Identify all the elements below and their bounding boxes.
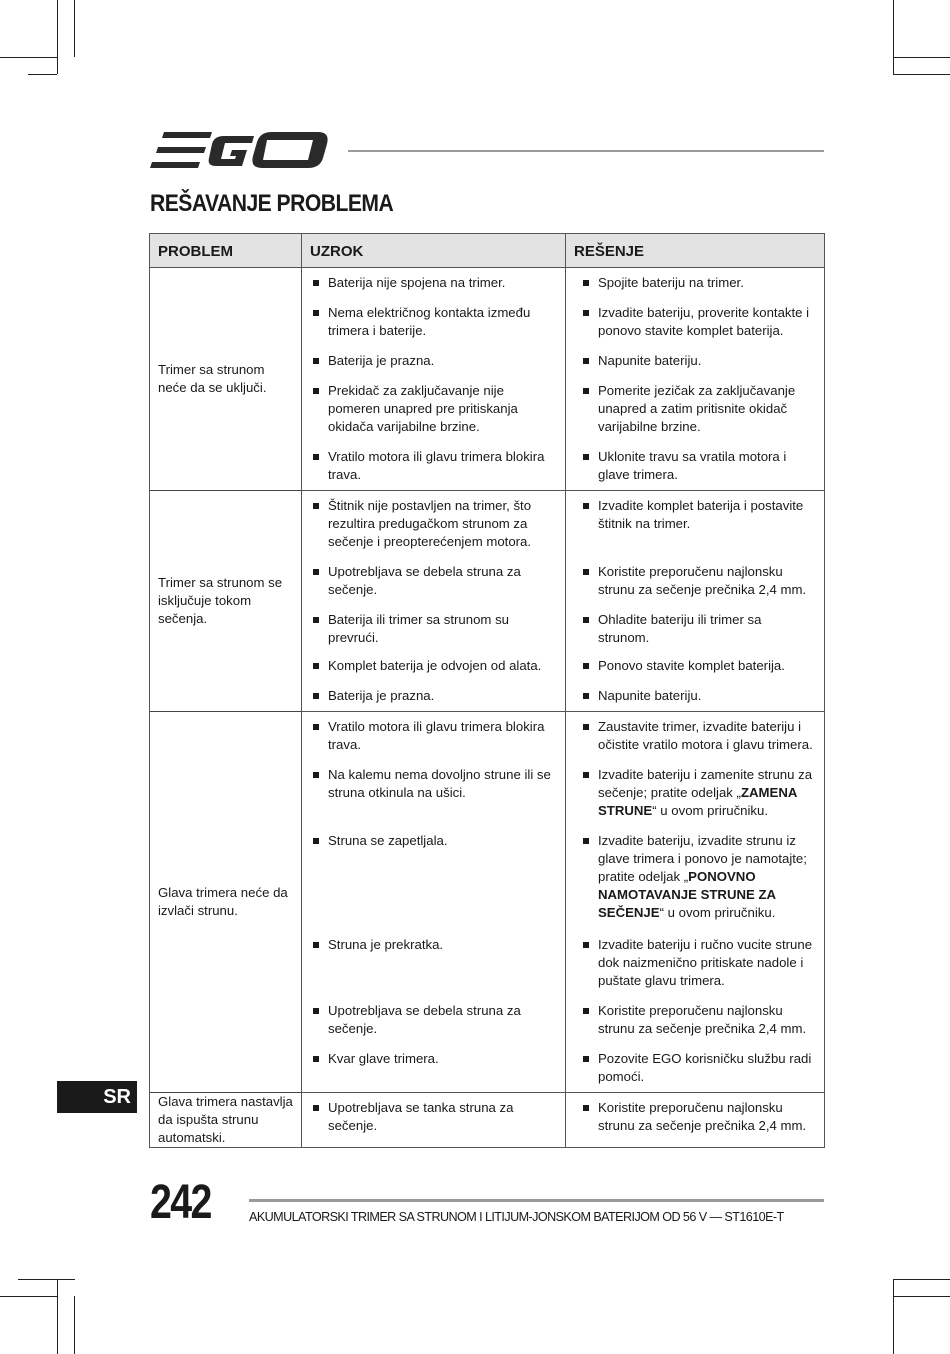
square-bullet-icon <box>313 663 319 669</box>
square-bullet-icon <box>313 280 319 286</box>
square-bullet-icon <box>313 838 319 844</box>
table-row <box>150 712 825 761</box>
crop-mark <box>893 57 950 58</box>
footer-text: AKUMULATORSKI TRIMER SA STRUNOM I LITIJUM-JONSKOM BATERIJOM OD 56 V — ST1610E-T <box>249 1209 784 1224</box>
bullet-item <box>310 497 557 551</box>
crop-mark <box>57 1279 58 1354</box>
table-row <box>150 491 825 558</box>
crop-mark <box>28 74 57 75</box>
square-bullet-icon <box>583 280 589 286</box>
bullet-item <box>574 497 816 533</box>
bullet-item <box>310 1002 557 1038</box>
bullet-item <box>574 611 816 647</box>
cause-text: Štitnik nije postavljen na trimer, što rezultira predugačkom strunom za sečenje i preopterećenjem motora. <box>328 498 532 549</box>
language-tab: SR <box>57 1081 137 1113</box>
solution-cell <box>566 651 825 681</box>
cause-text: Prekidač za zaključavanje nije pomeren unapred pre pritiskanja okidača varijabilne brzine. <box>328 383 518 434</box>
crop-mark <box>893 1279 894 1354</box>
solution-text: Napunite bateriju. <box>598 688 702 703</box>
solution-text: Pomerite jezičak za zaključavanje unapred a zatim pritisnite okidač varijabilne brzine. <box>598 383 796 434</box>
footer-rule <box>249 1199 824 1202</box>
crop-mark <box>0 57 57 58</box>
solution-cell <box>566 268 825 299</box>
troubleshooting-table <box>149 233 825 1148</box>
cause-cell <box>302 1093 566 1148</box>
cause-cell <box>302 651 566 681</box>
solution-text: Napunite bateriju. <box>598 353 702 368</box>
cause-cell <box>302 346 566 376</box>
problem-cell: Glava trimera neće da izvlači strunu. <box>150 712 302 1093</box>
square-bullet-icon <box>583 569 589 575</box>
bullet-item <box>574 1099 816 1135</box>
bullet-item <box>574 1002 816 1038</box>
square-bullet-icon <box>313 569 319 575</box>
solution-text: Uklonite travu sa vratila motora i glave trimera. <box>598 449 787 482</box>
solution-cell <box>566 376 825 442</box>
solution-cell <box>566 346 825 376</box>
cause-text: Upotrebljava se debela struna za sečenje. <box>328 1003 521 1036</box>
solution-text: Izvadite bateriju i ručno vucite strune dok naizmenično pritiskate nadole i puštate glavu trimera. <box>598 937 813 988</box>
square-bullet-icon <box>583 663 589 669</box>
crop-mark <box>57 0 58 74</box>
solution-text: Ohladite bateriju ili trimer sa strunom. <box>598 612 762 645</box>
square-bullet-icon <box>583 1008 589 1014</box>
square-bullet-icon <box>583 310 589 316</box>
crop-mark <box>893 0 894 74</box>
square-bullet-icon <box>583 1056 589 1062</box>
bullet-item <box>310 304 557 340</box>
bullet-item <box>310 687 557 705</box>
solution-cell <box>566 1044 825 1093</box>
solution-text: Pozovite EGO korisničku službu radi pomoći. <box>598 1051 812 1084</box>
solution-cell <box>566 760 825 826</box>
square-bullet-icon <box>583 454 589 460</box>
cause-cell <box>302 681 566 712</box>
bullet-item <box>310 274 557 292</box>
square-bullet-icon <box>583 942 589 948</box>
solution-cell <box>566 996 825 1044</box>
solution-cell <box>566 298 825 346</box>
bullet-item <box>574 382 816 436</box>
problem-cell: Trimer sa strunom neće da se uključi. <box>150 268 302 491</box>
bullet-item <box>310 352 557 370</box>
square-bullet-icon <box>313 617 319 623</box>
solution-text <box>598 766 816 820</box>
bullet-item <box>574 304 816 340</box>
solution-cell <box>566 826 825 930</box>
solution-text: Koristite preporučenu najlonsku strunu za sečenje prečnika 2,4 mm. <box>598 564 807 597</box>
square-bullet-icon <box>583 503 589 509</box>
cause-cell <box>302 442 566 491</box>
bullet-item <box>310 563 557 599</box>
crop-mark <box>74 0 75 57</box>
square-bullet-icon <box>313 388 319 394</box>
solution-cell <box>566 712 825 761</box>
bullet-item <box>310 448 557 484</box>
solution-text: Ponovo stavite komplet baterija. <box>598 658 785 673</box>
cause-cell <box>302 826 566 930</box>
column-header-cause: UZROK <box>302 234 566 268</box>
solution-text: Zaustavite trimer, izvadite bateriju i očistite vratilo motora i glavu trimera. <box>598 719 813 752</box>
bullet-item <box>310 718 557 754</box>
bullet-item <box>310 1099 557 1135</box>
solution-cell <box>566 557 825 605</box>
solution-text: Spojite bateriju na trimer. <box>598 275 744 290</box>
crop-mark <box>893 1296 950 1297</box>
section-reference: ZAMENA STRUNE <box>598 785 797 818</box>
bullet-item <box>310 766 557 802</box>
crop-mark <box>0 1296 57 1297</box>
square-bullet-icon <box>583 772 589 778</box>
bullet-item <box>310 1050 557 1068</box>
square-bullet-icon <box>583 617 589 623</box>
cause-text: Vratilo motora ili glavu trimera blokira trava. <box>328 719 545 752</box>
bullet-item <box>310 657 557 675</box>
solution-text-part: Izvadite bateriju i zamenite strunu za sečenje; pratite odeljak „ <box>598 767 813 800</box>
bullet-item <box>574 766 816 820</box>
crop-mark <box>893 1279 950 1280</box>
cause-text: Vratilo motora ili glavu trimera blokira trava. <box>328 449 545 482</box>
bullet-item <box>574 718 816 754</box>
cause-cell <box>302 712 566 761</box>
solution-text: Izvadite bateriju, proverite kontakte i ponovo stavite komplet baterija. <box>598 305 810 338</box>
solution-text <box>598 832 816 922</box>
bullet-item <box>574 274 816 292</box>
column-header-solution: REŠENJE <box>566 234 825 268</box>
bullet-item <box>574 1050 816 1086</box>
cause-cell <box>302 268 566 299</box>
square-bullet-icon <box>313 772 319 778</box>
bullet-item <box>574 832 816 922</box>
cause-cell <box>302 760 566 826</box>
cause-cell <box>302 605 566 651</box>
square-bullet-icon <box>313 503 319 509</box>
square-bullet-icon <box>583 724 589 730</box>
bullet-item <box>574 352 816 370</box>
bullet-item <box>310 611 557 647</box>
cause-text: Kvar glave trimera. <box>328 1051 439 1066</box>
square-bullet-icon <box>583 1105 589 1111</box>
table-header-row <box>150 234 825 268</box>
cause-cell <box>302 1044 566 1093</box>
cause-cell <box>302 996 566 1044</box>
square-bullet-icon <box>313 724 319 730</box>
square-bullet-icon <box>313 1105 319 1111</box>
cause-cell <box>302 491 566 558</box>
square-bullet-icon <box>583 388 589 394</box>
solution-cell <box>566 605 825 651</box>
table-row <box>150 268 825 299</box>
cause-text: Struna je prekratka. <box>328 937 444 952</box>
page-title: REŠAVANJE PROBLEMA <box>150 190 394 217</box>
cause-cell <box>302 930 566 996</box>
solution-cell <box>566 681 825 712</box>
square-bullet-icon <box>313 1008 319 1014</box>
square-bullet-icon <box>583 358 589 364</box>
square-bullet-icon <box>313 454 319 460</box>
problem-cell: Trimer sa strunom se isključuje tokom sečenja. <box>150 491 302 712</box>
cause-text: Komplet baterija je odvojen od alata. <box>328 658 542 673</box>
column-header-problem: PROBLEM <box>150 234 302 268</box>
bullet-item <box>574 687 816 705</box>
bullet-item <box>574 448 816 484</box>
square-bullet-icon <box>313 693 319 699</box>
square-bullet-icon <box>583 693 589 699</box>
bullet-item <box>574 563 816 599</box>
bullet-item <box>310 382 557 436</box>
square-bullet-icon <box>313 1056 319 1062</box>
page-number: 242 <box>150 1176 211 1229</box>
solution-cell <box>566 1093 825 1148</box>
ego-logo <box>150 130 330 170</box>
cause-text: Nema električnog kontakta između trimera i baterije. <box>328 305 531 338</box>
square-bullet-icon <box>313 942 319 948</box>
cause-text: Upotrebljava se tanka struna za sečenje. <box>328 1100 514 1133</box>
solution-text: Koristite preporučenu najlonsku strunu za sečenje prečnika 2,4 mm. <box>598 1003 807 1036</box>
crop-mark <box>74 1296 75 1354</box>
cause-text: Upotrebljava se debela struna za sečenje. <box>328 564 521 597</box>
cause-text: Baterija nije spojena na trimer. <box>328 275 506 290</box>
square-bullet-icon <box>583 838 589 844</box>
header-rule <box>348 150 824 152</box>
solution-cell <box>566 491 825 558</box>
cause-text: Na kalemu nema dovoljno strune ili se struna otkinula na ušici. <box>328 767 551 800</box>
solution-cell <box>566 442 825 491</box>
crop-mark <box>18 1279 75 1280</box>
solution-text-part: “ u ovom priručniku. <box>652 803 769 818</box>
cause-cell <box>302 298 566 346</box>
cause-text: Baterija je prazna. <box>328 353 435 368</box>
bullet-item <box>310 936 557 954</box>
bullet-item <box>310 832 557 850</box>
cause-text: Struna se zapetljala. <box>328 833 448 848</box>
cause-text: Baterija ili trimer sa strunom su prevrući. <box>328 612 510 645</box>
table-row <box>150 1093 825 1148</box>
cause-cell <box>302 557 566 605</box>
solution-text-part: “ u ovom priručniku. <box>659 905 776 920</box>
square-bullet-icon <box>313 310 319 316</box>
solution-cell <box>566 930 825 996</box>
square-bullet-icon <box>313 358 319 364</box>
solution-text-part: Izvadite bateriju, izvadite strunu iz glave trimera i ponovo je namotajte; pratite odeljak „ <box>598 833 807 884</box>
bullet-item <box>574 657 816 675</box>
cause-cell <box>302 376 566 442</box>
section-reference: PONOVNO NAMOTAVANJE STRUNE ZA SEČENJE <box>598 869 776 920</box>
solution-text: Koristite preporučenu najlonsku strunu za sečenje prečnika 2,4 mm. <box>598 1100 807 1133</box>
bullet-item <box>574 936 816 990</box>
crop-mark <box>893 74 950 75</box>
cause-text: Baterija je prazna. <box>328 688 435 703</box>
problem-cell: Glava trimera nastavlja da ispušta strunu automatski. <box>150 1093 302 1148</box>
table-body <box>150 268 825 1148</box>
solution-text: Izvadite komplet baterija i postavite štitnik na trimer. <box>598 498 804 531</box>
